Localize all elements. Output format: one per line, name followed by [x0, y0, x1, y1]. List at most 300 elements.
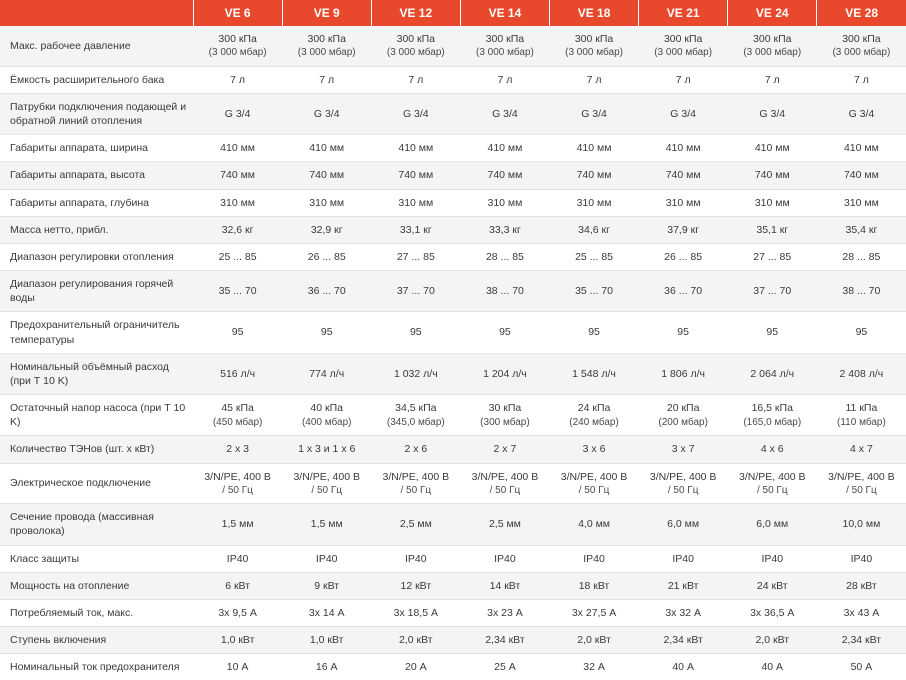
- cell-value: 25 ... 85: [218, 250, 257, 263]
- table-cell: [282, 271, 371, 312]
- cell-value: 3х 9,5 А: [218, 606, 257, 619]
- table-cell: [728, 627, 817, 654]
- table-cell: [282, 545, 371, 572]
- table-cell: [460, 599, 549, 626]
- table-cell: [639, 271, 728, 312]
- table-cell: [282, 243, 371, 270]
- table-cell: [728, 504, 817, 545]
- table-cell: [460, 93, 549, 134]
- table-cell: [193, 436, 282, 463]
- table-row: [0, 353, 906, 394]
- cell-value: 3/N/PE, 400 В: [738, 470, 806, 483]
- table-cell: [460, 627, 549, 654]
- table-cell: [193, 572, 282, 599]
- table-cell: [282, 504, 371, 545]
- table-cell: [371, 162, 460, 189]
- cell-value: IP40: [672, 552, 694, 565]
- table-cell: [639, 436, 728, 463]
- table-cell: [282, 26, 371, 66]
- row-label: Габариты аппарата, глубина: [0, 189, 193, 216]
- cell-value: 40 А: [761, 661, 784, 674]
- cell-subvalue: / 50 Гц: [489, 484, 521, 496]
- row-label: Ёмкость расширительного бака: [0, 66, 193, 93]
- row-label: Сечение провода (массивная проволока): [0, 504, 193, 545]
- table-row: [0, 312, 906, 353]
- table-cell: [371, 271, 460, 312]
- cell-value: 95: [499, 326, 511, 339]
- table-cell: [371, 216, 460, 243]
- cell-value: 95: [409, 326, 422, 339]
- cell-value: IP40: [761, 552, 784, 565]
- cell-subvalue: (3 000 мбар): [297, 47, 356, 59]
- row-label: Макс. рабочее давление: [0, 26, 193, 66]
- table-cell: [817, 216, 906, 243]
- cell-value: 1,0 кВт: [220, 634, 255, 647]
- cell-value: IP40: [850, 552, 873, 565]
- table-cell: [639, 135, 728, 162]
- cell-value: 310 мм: [309, 196, 345, 209]
- cell-subvalue: (400 мбар): [301, 416, 352, 428]
- cell-value: 35 ... 70: [218, 285, 257, 298]
- header-corner-cell: [0, 0, 193, 26]
- cell-value: 2,5 мм: [399, 518, 432, 531]
- table-cell: [639, 395, 728, 436]
- cell-value: 300 кПа: [396, 33, 436, 45]
- cell-value: 34,6 кг: [578, 223, 610, 236]
- table-cell: [817, 312, 906, 353]
- table-cell: [817, 162, 906, 189]
- table-cell: [549, 271, 638, 312]
- column-header-ve28: VE 28: [817, 0, 906, 26]
- cell-value: 300 кПа: [218, 33, 257, 45]
- table-cell: [193, 504, 282, 545]
- table-cell: [549, 26, 638, 66]
- table-cell: [728, 395, 817, 436]
- cell-value: 33,1 кг: [399, 223, 432, 236]
- table-cell: [193, 463, 282, 504]
- table-cell: [371, 189, 460, 216]
- table-cell: [728, 243, 817, 270]
- cell-value: 410 мм: [754, 142, 790, 155]
- table-cell: [549, 243, 638, 270]
- table-cell: [728, 66, 817, 93]
- row-label: Остаточный напор насоса (при Т 10 K): [0, 395, 193, 436]
- cell-value: 26 ... 85: [664, 250, 703, 263]
- cell-value: 95: [231, 326, 244, 339]
- cell-value: 32,9 кг: [310, 223, 343, 236]
- cell-value: 27 ... 85: [753, 250, 792, 263]
- table-cell: [371, 353, 460, 394]
- table-cell: [193, 395, 282, 436]
- table-cell: [193, 627, 282, 654]
- table-cell: [282, 572, 371, 599]
- table-cell: [817, 93, 906, 134]
- cell-value: 410 мм: [487, 142, 523, 155]
- cell-value: 2 x 3: [226, 443, 249, 456]
- table-cell: [549, 216, 638, 243]
- cell-value: 24 кВт: [756, 579, 788, 592]
- table-cell: [639, 504, 728, 545]
- table-row: [0, 271, 906, 312]
- cell-value: 410 мм: [576, 142, 612, 155]
- cell-value: 2,0 кВт: [755, 634, 790, 647]
- cell-value: 34,5 кПа: [395, 402, 437, 415]
- table-cell: [728, 545, 817, 572]
- cell-value: 300 кПа: [574, 33, 614, 45]
- table-cell: [371, 545, 460, 572]
- table-cell: [282, 436, 371, 463]
- cell-subvalue: (3 000 мбар): [565, 47, 623, 59]
- table-cell: [282, 312, 371, 353]
- table-cell: [639, 353, 728, 394]
- row-label: Ступень включения: [0, 627, 193, 654]
- cell-value: 2,34 кВт: [841, 634, 882, 647]
- table-cell: [460, 135, 549, 162]
- table-cell: [549, 545, 638, 572]
- cell-value: 37,9 кг: [667, 223, 700, 236]
- table-row: [0, 395, 906, 436]
- table-cell: [728, 189, 817, 216]
- table-cell: [549, 189, 638, 216]
- cell-value: 410 мм: [843, 142, 879, 155]
- cell-value: 7 л: [675, 73, 691, 86]
- cell-value: 14 кВт: [489, 579, 521, 592]
- table-cell: [728, 93, 817, 134]
- cell-value: 7 л: [497, 73, 513, 86]
- cell-value: 95: [320, 326, 333, 339]
- cell-value: 95: [588, 326, 600, 339]
- cell-subvalue: / 50 Гц: [400, 484, 432, 496]
- cell-value: 10,0 мм: [842, 518, 881, 531]
- cell-subvalue: (240 мбар): [569, 416, 619, 428]
- cell-value: 2,0 кВт: [577, 634, 611, 647]
- cell-value: 9 кВт: [314, 579, 340, 592]
- cell-value: 774 л/ч: [309, 367, 345, 380]
- cell-subvalue: / 50 Гц: [756, 484, 788, 496]
- cell-value: 2,34 кВт: [663, 634, 703, 647]
- table-row: [0, 504, 906, 545]
- cell-subvalue: (200 мбар): [658, 416, 708, 428]
- cell-value: 2,0 кВт: [399, 634, 433, 647]
- cell-value: 516 л/ч: [220, 367, 256, 380]
- table-cell: [460, 216, 549, 243]
- cell-value: 40 А: [672, 661, 694, 674]
- cell-value: 45 кПа: [221, 402, 254, 415]
- row-label: Масса нетто, прибл.: [0, 216, 193, 243]
- cell-value: 20 А: [405, 661, 427, 674]
- cell-subvalue: / 50 Гц: [667, 484, 699, 496]
- row-label: Номинальный ток предохранителя: [0, 654, 193, 680]
- cell-subvalue: (3 000 мбар): [743, 47, 802, 59]
- cell-value: IP40: [405, 552, 427, 565]
- table-cell: [728, 312, 817, 353]
- table-cell: [549, 436, 638, 463]
- table-cell: [460, 463, 549, 504]
- table-row: [0, 162, 906, 189]
- cell-value: 300 кПа: [307, 33, 346, 45]
- table-cell: [639, 189, 728, 216]
- table-cell: [817, 271, 906, 312]
- cell-value: 11 кПа: [845, 402, 878, 415]
- table-cell: [460, 271, 549, 312]
- cell-value: G 3/4: [224, 107, 251, 120]
- row-label: Габариты аппарата, высота: [0, 162, 193, 189]
- cell-subvalue: (300 мбар): [480, 416, 530, 428]
- table-cell: [817, 66, 906, 93]
- table-cell: [639, 627, 728, 654]
- cell-value: 24 кПа: [577, 402, 611, 415]
- table-cell: [282, 66, 371, 93]
- cell-value: 95: [766, 326, 779, 339]
- table-cell: [728, 26, 817, 66]
- cell-value: 4 x 6: [760, 443, 784, 456]
- cell-value: 3х 43 А: [843, 606, 880, 619]
- table-cell: [817, 243, 906, 270]
- cell-subvalue: (3 000 мбар): [208, 47, 267, 59]
- cell-subvalue: (165,0 мбар): [743, 416, 802, 428]
- cell-value: 38 ... 70: [485, 285, 524, 298]
- cell-value: 2,34 кВт: [485, 634, 525, 647]
- table-cell: [460, 436, 549, 463]
- table-row: [0, 66, 906, 93]
- cell-value: 1,0 кВт: [309, 634, 344, 647]
- column-header-ve18: VE 18: [549, 0, 638, 26]
- table-cell: [193, 26, 282, 66]
- table-cell: [728, 654, 817, 680]
- cell-value: IP40: [226, 552, 249, 565]
- cell-value: 410 мм: [309, 142, 345, 155]
- cell-value: G 3/4: [670, 107, 696, 120]
- cell-value: 2 064 л/ч: [750, 367, 795, 380]
- cell-value: 21 кВт: [667, 579, 699, 592]
- cell-value: 3/N/PE, 400 В: [382, 470, 450, 483]
- cell-value: 37 ... 70: [396, 285, 435, 298]
- cell-value: 10 А: [226, 661, 249, 674]
- cell-value: 310 мм: [398, 196, 434, 209]
- table-cell: [817, 26, 906, 66]
- row-label: Диапазон регулирования горячей воды: [0, 271, 193, 312]
- cell-value: 300 кПа: [753, 33, 792, 45]
- table-cell: [460, 504, 549, 545]
- table-row: [0, 654, 906, 680]
- table-cell: [460, 572, 549, 599]
- cell-value: 37 ... 70: [753, 285, 792, 298]
- table-cell: [371, 654, 460, 680]
- table-cell: [639, 93, 728, 134]
- table-cell: [817, 135, 906, 162]
- table-cell: [371, 436, 460, 463]
- cell-value: 25 А: [494, 661, 516, 674]
- cell-subvalue: (3 000 мбар): [654, 47, 713, 59]
- table-row: [0, 463, 906, 504]
- table-row: [0, 135, 906, 162]
- table-cell: [460, 353, 549, 394]
- table-cell: [193, 216, 282, 243]
- column-header-ve12: VE 12: [371, 0, 460, 26]
- table-cell: [282, 627, 371, 654]
- cell-value: 1 x 3 и 1 x 6: [298, 443, 356, 456]
- cell-value: 28 ... 85: [842, 250, 881, 263]
- cell-value: 2 x 7: [493, 443, 517, 456]
- column-header-ve9: VE 9: [282, 0, 371, 26]
- cell-value: 3/N/PE, 400 В: [560, 470, 628, 483]
- table-cell: [549, 463, 638, 504]
- cell-value: IP40: [494, 552, 516, 565]
- row-label: Номинальный объёмный расход (при Т 10 K): [0, 353, 193, 394]
- table-cell: [549, 395, 638, 436]
- cell-value: G 3/4: [848, 107, 875, 120]
- cell-value: 50 А: [850, 661, 873, 674]
- table-cell: [549, 353, 638, 394]
- table-cell: [549, 599, 638, 626]
- table-cell: [817, 436, 906, 463]
- cell-value: G 3/4: [581, 107, 607, 120]
- cell-value: 740 мм: [398, 169, 434, 182]
- cell-value: 740 мм: [576, 169, 612, 182]
- cell-value: 18 кВт: [578, 579, 610, 592]
- table-cell: [639, 216, 728, 243]
- table-cell: [728, 216, 817, 243]
- table-cell: [460, 312, 549, 353]
- cell-value: 410 мм: [398, 142, 434, 155]
- cell-value: 6 кВт: [225, 579, 251, 592]
- cell-subvalue: / 50 Гц: [578, 484, 610, 496]
- cell-value: 300 кПа: [842, 33, 881, 45]
- row-label: Диапазон регулировки отопления: [0, 243, 193, 270]
- cell-value: 12 кВт: [400, 579, 432, 592]
- table-cell: [817, 504, 906, 545]
- table-cell: [817, 545, 906, 572]
- table-cell: [371, 26, 460, 66]
- cell-value: 6,0 мм: [756, 518, 789, 531]
- cell-subvalue: (3 000 мбар): [386, 47, 445, 59]
- column-header-ve6: VE 6: [193, 0, 282, 26]
- table-cell: [817, 353, 906, 394]
- cell-subvalue: (345,0 мбар): [386, 416, 445, 428]
- cell-value: 310 мм: [220, 196, 256, 209]
- cell-subvalue: / 50 Гц: [222, 484, 253, 496]
- table-cell: [371, 395, 460, 436]
- table-cell: [193, 599, 282, 626]
- cell-value: 3/N/PE, 400 В: [649, 470, 717, 483]
- table-cell: [193, 162, 282, 189]
- cell-value: 1 548 л/ч: [572, 367, 616, 380]
- cell-value: 28 кВт: [846, 579, 877, 592]
- table-cell: [460, 26, 549, 66]
- cell-value: 3 x 6: [582, 443, 606, 456]
- table-cell: [193, 93, 282, 134]
- table-cell: [282, 189, 371, 216]
- cell-value: 310 мм: [487, 196, 523, 209]
- cell-value: 4,0 мм: [578, 518, 611, 531]
- cell-value: 300 кПа: [663, 33, 703, 45]
- table-cell: [549, 627, 638, 654]
- table-cell: [817, 463, 906, 504]
- cell-value: 3 x 7: [671, 443, 695, 456]
- cell-subvalue: (3 000 мбар): [476, 47, 534, 59]
- table-cell: [371, 312, 460, 353]
- table-cell: [728, 599, 817, 626]
- cell-value: 4 x 7: [850, 443, 873, 456]
- cell-value: 7 л: [764, 73, 780, 86]
- cell-value: 1,5 мм: [310, 518, 343, 531]
- cell-value: 3х 14 А: [308, 606, 345, 619]
- table-cell: [460, 654, 549, 680]
- row-label: Габариты аппарата, ширина: [0, 135, 193, 162]
- cell-value: 1 806 л/ч: [661, 367, 705, 380]
- cell-value: 35 ... 70: [575, 285, 614, 298]
- cell-value: 740 мм: [843, 169, 879, 182]
- table-cell: [460, 189, 549, 216]
- table-cell: [282, 216, 371, 243]
- cell-value: 1 204 л/ч: [483, 367, 527, 380]
- cell-value: 3х 32 А: [665, 606, 701, 619]
- table-cell: [282, 162, 371, 189]
- table-cell: [549, 572, 638, 599]
- table-cell: [193, 135, 282, 162]
- cell-value: 310 мм: [843, 196, 879, 209]
- table-row: [0, 243, 906, 270]
- table-cell: [639, 66, 728, 93]
- cell-value: 28 ... 85: [485, 250, 524, 263]
- cell-value: 2,5 мм: [488, 518, 521, 531]
- table-cell: [817, 627, 906, 654]
- cell-value: 6,0 мм: [667, 518, 700, 531]
- row-label: Патрубки подключения подающей и обратной линий отопления: [0, 93, 193, 134]
- table-row: [0, 436, 906, 463]
- cell-value: 3/N/PE, 400 В: [204, 470, 271, 483]
- cell-value: 7 л: [408, 73, 424, 86]
- cell-subvalue: / 50 Гц: [311, 484, 343, 496]
- table-cell: [728, 463, 817, 504]
- column-header-ve21: VE 21: [639, 0, 728, 26]
- table-cell: [282, 395, 371, 436]
- table-cell: [817, 395, 906, 436]
- table-cell: [728, 436, 817, 463]
- table-cell: [728, 162, 817, 189]
- cell-value: 310 мм: [576, 196, 612, 209]
- table-row: [0, 545, 906, 572]
- cell-value: G 3/4: [759, 107, 786, 120]
- table-cell: [549, 135, 638, 162]
- cell-value: 3/N/PE, 400 В: [828, 470, 895, 483]
- cell-value: 3х 27,5 А: [571, 606, 617, 619]
- table-cell: [549, 66, 638, 93]
- table-cell: [460, 66, 549, 93]
- cell-value: 300 кПа: [485, 33, 525, 45]
- table-row: [0, 26, 906, 66]
- table-cell: [817, 572, 906, 599]
- cell-value: 3х 36,5 А: [750, 606, 795, 619]
- table-header: [0, 0, 906, 26]
- row-label: Электрическое подключение: [0, 463, 193, 504]
- table-cell: [817, 654, 906, 680]
- table-cell: [639, 654, 728, 680]
- table-cell: [460, 162, 549, 189]
- cell-value: 95: [855, 326, 868, 339]
- table-row: [0, 627, 906, 654]
- cell-value: 35,4 кг: [845, 223, 878, 236]
- table-cell: [193, 312, 282, 353]
- table-cell: [460, 395, 549, 436]
- table-cell: [549, 162, 638, 189]
- cell-value: 32,6 кг: [221, 223, 254, 236]
- table-cell: [639, 26, 728, 66]
- cell-value: G 3/4: [402, 107, 429, 120]
- table-cell: [728, 353, 817, 394]
- table-cell: [282, 353, 371, 394]
- cell-value: G 3/4: [492, 107, 518, 120]
